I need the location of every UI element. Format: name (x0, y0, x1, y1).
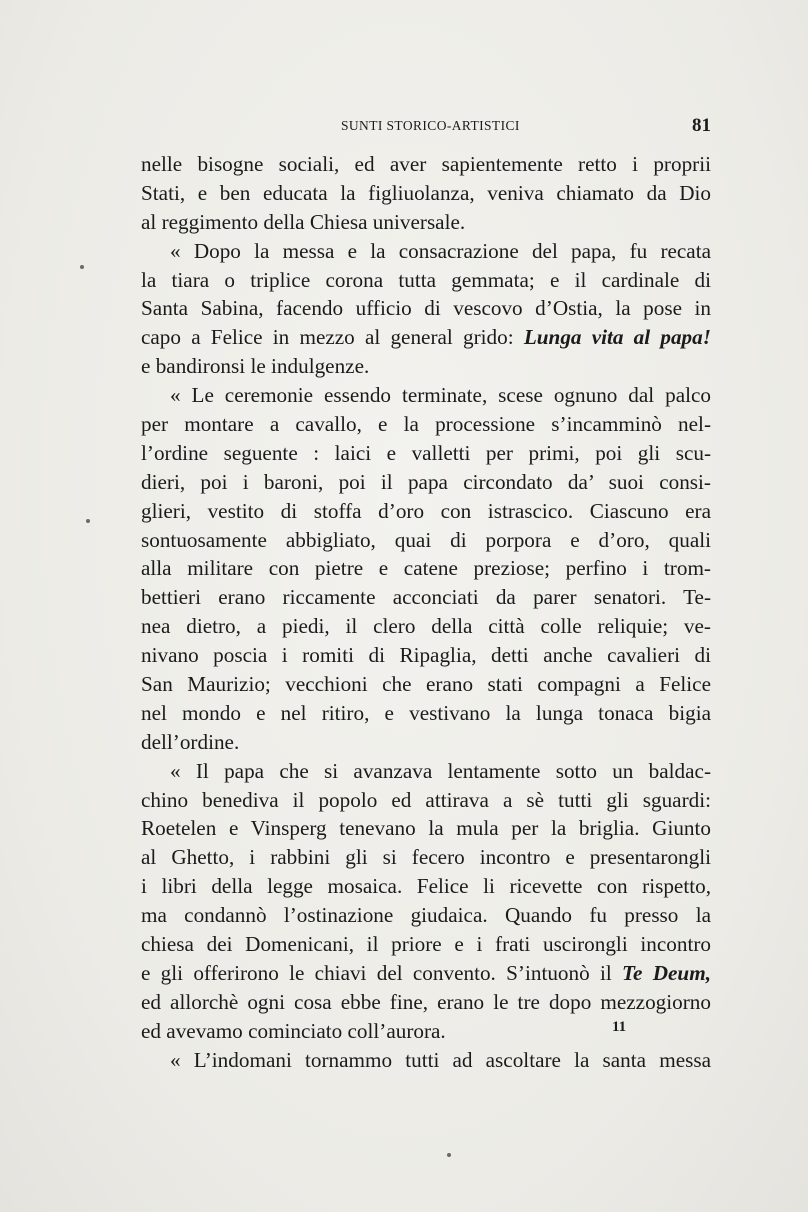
text-line: nivano poscia i romiti di Ripaglia, detti anche cavalieri di (141, 643, 711, 668)
text-segment: capo a Felice in mezzo al general grido: (141, 325, 514, 350)
text-line: « Dopo la messa e la consacrazione del papa, fu recata (170, 238, 711, 263)
text-line: l’ordine seguente : laici e valletti per primi, poi gli scu- (141, 440, 711, 465)
text-line: dell’ordine. (141, 729, 240, 754)
text-line: bettieri erano riccamente acconciati da parer senatori. Te- (141, 585, 711, 610)
signature-mark: 11 (612, 1019, 627, 1035)
paper-speck (447, 1153, 451, 1157)
text-line: San Maurizio; vecchioni che erano stati compagni a Felice (141, 672, 711, 697)
text-line: dieri, poi i baroni, poi il papa circondato da’ suoi consi- (141, 469, 711, 494)
text-segment: e gli offerirono le chiavi del convento. S’intuonò il (141, 960, 612, 985)
text-line: la tiara o triplice corona tutta gemmata; e il cardinale di (141, 267, 711, 292)
text-line: « Il papa che si avanzava lentamente sotto un baldac- (170, 758, 711, 783)
text-line: al reggimento della Chiesa universale. (141, 209, 466, 234)
text-line: nel mondo e nel ritiro, e vestivano la lunga tonaca bigia (141, 700, 711, 725)
text-line: sontuosamente abbigliato, quai di porpora e d’oro, quali (141, 527, 711, 552)
paper-speck (80, 265, 84, 269)
running-title: SUNTI STORICO-ARTISTICI (341, 118, 520, 133)
text-line: « L’indomani tornammo tutti ad ascoltare la santa messa (170, 1047, 711, 1072)
text-line (141, 323, 711, 352)
text-line: Santa Sabina, facendo ufficio di vescovo d’Ostia, la pose in (141, 296, 711, 321)
text-line: alla militare con pietre e catene preziose; perfino i trom- (141, 556, 711, 581)
text-line: chino benediva il popolo ed attirava a sè tutti gli sguardi: (141, 787, 711, 812)
emphasized-phrase: Te Deum, (622, 960, 711, 985)
text-line: nea dietro, a piedi, il clero della città colle reliquie; ve- (141, 614, 711, 639)
body-text (141, 150, 711, 1075)
text-line: i libri della legge mosaica. Felice li ricevette con rispetto, (141, 874, 711, 899)
emphasized-phrase: Lunga vita al papa! (523, 325, 711, 350)
text-line: « Le ceremonie essendo terminate, scese ognuno dal palco (170, 383, 711, 408)
text-line: ed allorchè ogni cosa ebbe fine, erano le tre dopo mezzogiorno (141, 989, 711, 1014)
text-line: Stati, e ben educata la figliuolanza, veniva chiamato da Dio (141, 180, 711, 205)
text-line: al Ghetto, i rabbini gli si fecero incontro e presentarongli (141, 845, 711, 870)
text-line: e bandironsi le indulgenze. (141, 354, 370, 379)
text-line: Roetelen e Vinsperg tenevano la mula per la briglia. Giunto (141, 816, 711, 841)
text-line (141, 959, 711, 988)
text-line: ma condannò l’ostinazione giudaica. Quando fu presso la (141, 903, 711, 928)
text-line: glieri, vestito di stoffa d’oro con istrascico. Ciascuno era (141, 498, 711, 523)
text-line: ed avevamo cominciato coll’aurora. (141, 1018, 446, 1043)
text-line: per montare a cavallo, e la processione s’incamminò nel- (141, 412, 711, 437)
page-header (141, 116, 711, 142)
text-line: nelle bisogne sociali, ed aver sapientemente retto i proprii (141, 152, 711, 176)
paper-speck (86, 519, 90, 523)
page-number: 81 (692, 115, 711, 136)
text-line: chiesa dei Domenicani, il priore e i frati uscirongli incontro (141, 932, 711, 957)
